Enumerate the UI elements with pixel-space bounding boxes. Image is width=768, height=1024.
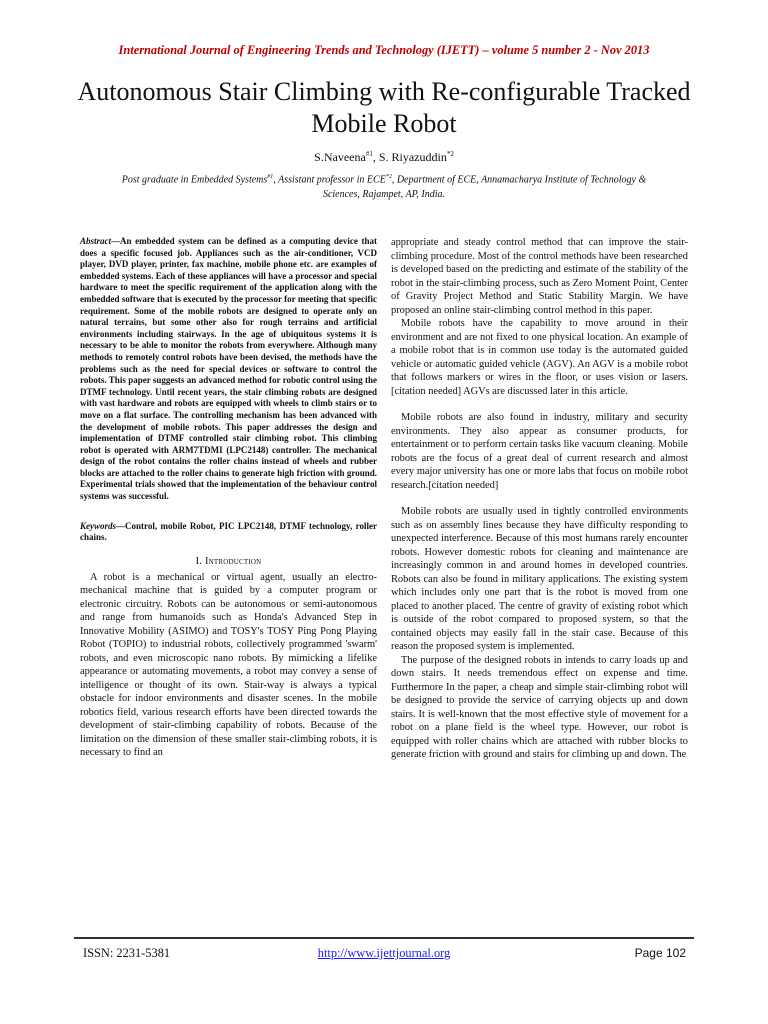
affil-part-2: , Assistant professor in ECE xyxy=(273,174,386,186)
affil-part-3: , Department of ECE, Annamacharya Institute of Technology & Sciences, Rajampet, AP, India. xyxy=(322,174,647,201)
author-1-mark: #1 xyxy=(365,150,373,158)
abstract xyxy=(80,236,377,503)
body-paragraph: The purpose of the designed robots in intends to carry loads up and down stairs. It needs tremendous effect on expense and time. Furthermore In the paper, a cheap and simple stair-climbing robot will be designed to provide the service of carrying objects up and down stairs. It is well-known that the most effective style of movement for a robot on a plane field is the wheel type. However, our robot is equipped with roller chains which are attached with rubber blocks to generate friction with ground and stairs for climbing up and down. The xyxy=(391,654,688,760)
footer-issn: ISSN: 2231-5381 xyxy=(83,946,171,960)
journal-header: International Journal of Engineering Trends and Technology (IJETT) – volume 5 number 2 - Nov 2013 xyxy=(118,43,650,57)
affiliation xyxy=(110,170,658,202)
body-paragraph: appropriate and steady control method that can improve the stair-climbing procedure. Most of the control methods have been researched is developed based on the predicting and estimate of the stability of the robot in the stair-climbing process, such as Zero Moment Point, Center of Gravity Project Method and Static Stability Margin. We have proposed an online stair-climbing control method in this paper. xyxy=(391,237,688,316)
right-column xyxy=(391,236,688,762)
affil-mark-1: #1 xyxy=(267,174,274,180)
author-2-mark: *2 xyxy=(446,150,454,158)
keywords-text: —Control, mobile Robot, PIC LPC2148, DTMF technology, roller chains. xyxy=(80,520,377,543)
affil-part-1: Post graduate in Embedded Systems xyxy=(121,174,268,186)
abstract-label: Abstract xyxy=(80,236,112,246)
affil-mark-2: *2 xyxy=(385,174,392,180)
authors-line xyxy=(0,150,768,165)
body-paragraph: Mobile robots are usually used in tightly controlled environments such as on assembly lines because they have difficulty responding to unexpected interference. Because of this most humans rarely encounter robots. However domestic robots for cleaning and maintenance are increasingly common in and around homes in developed countries. Robots can also be found in military applications. The existing system which includes only one part that is the robot is moved from one placed to another placed. The centre of gravity of existing robot which is outside of the robot compared to proposed system, so that the contained objects may easily fall in the stair case. Because of this reason the proposed system is implemented. xyxy=(391,506,688,652)
author-1: S.Naveena xyxy=(314,150,366,164)
body-paragraph: Mobile robots are also found in industry, military and security environments. They also appear as consumer products, for entertainment or to perform certain tasks like vacuum cleaning. Mobile robots are the focus of a great deal of current research and almost every major university has one or more labs that focus on mobile robot research.[citation needed] xyxy=(391,412,688,491)
keywords-label: Keywords xyxy=(80,520,116,531)
footer-page-number: Page 102 xyxy=(634,946,686,960)
abstract-text: —An embedded system can be defined as a computing device that does a specific focused job. Appliances such as the air-conditioner, VCD player, DVD player, printer, fax machine, mobile phone etc. are examples of embedded systems. Each of these appliances will have a processor and special hardware to meet the specific requirement of the application along with the embedded software that is executed by the processor for meeting that specific requirement. Some of the mobile robots are designed to operate only on natural terrains, but some other also for rough terrains and artificial environments including stairways. In the age of ubiquitous systems it is necessary to be able to monitor the robots from everywhere. Although many methods to remotely control robots have been devised, the methods have the problems such as the need for special devices or software to control the robots. This paper suggests an advanced method for robotic control using the DTMF technology. Until recent years, the stair climbing robots are designed with vast hardware and robots are equipped with wheels to climb stairs or to move on a flat surface. The controlling mechanism has been advanced with the development of mobile robots. This paper addresses the design and implementation of DTMF controlled stair climbing robot. This climbing robot is operated with ARM7TDMI (LPC2148) controller. The mechanical design of the robot contains the roller chains instead of wheels and rubber blocks are attached to the roller chains to generate high friction with ground. Experimental trials showed that the implementation of the behaviour control systems was successful. xyxy=(80,236,377,502)
footer-divider xyxy=(74,937,694,939)
body-paragraph: A robot is a mechanical or virtual agent, usually an electro-mechanical machine that is guided by a computer program or electronic circuitry. Robots can be autonomous or semi-autonomous and range from humanoids such as Honda's Advanced Step in Innovative Mobility (ASIMO) and TOSY's TOSY Ping Pong Playing Robot (TOPIO) to industrial robots, collectively programmed 'swarm' robots, and even microscopic nano robots. By mimicking a lifelike appearance or automating movements, a robot may convey a sense of intelligence or thought of its own. Stair-way is always a typical obstacle for indoor environments and disaster scenes. In the mobile robotics field, various research efforts have been directed towards the development of stair-climbing capability of robots. Because of the limitation on the dimension of these smaller stair-climbing robots, it is necessary to find an xyxy=(80,571,377,759)
footer-url-link[interactable]: http://www.ijettjournal.org xyxy=(317,946,451,960)
paper-title: Autonomous Stair Climbing with Re-configurable Tracked Mobile Robot xyxy=(77,77,691,138)
section-number: I. xyxy=(195,555,203,567)
keywords xyxy=(80,521,377,544)
section-heading-introduction xyxy=(80,556,377,567)
body-paragraph: Mobile robots have the capability to move around in their environment and are not fixed to one physical location. An example of a mobile robot that is in common use today is the automated guided vehicle or automatic guided vehicle (AGV). An AGV is a mobile robot that follows markers or wires in the floor, or uses vision or lasers.[citation needed] AGVs are discussed later in this article. xyxy=(391,318,688,397)
section-title: Introduction xyxy=(204,555,262,567)
left-column xyxy=(80,236,377,760)
author-2: , S. Riyazuddin xyxy=(372,150,447,164)
